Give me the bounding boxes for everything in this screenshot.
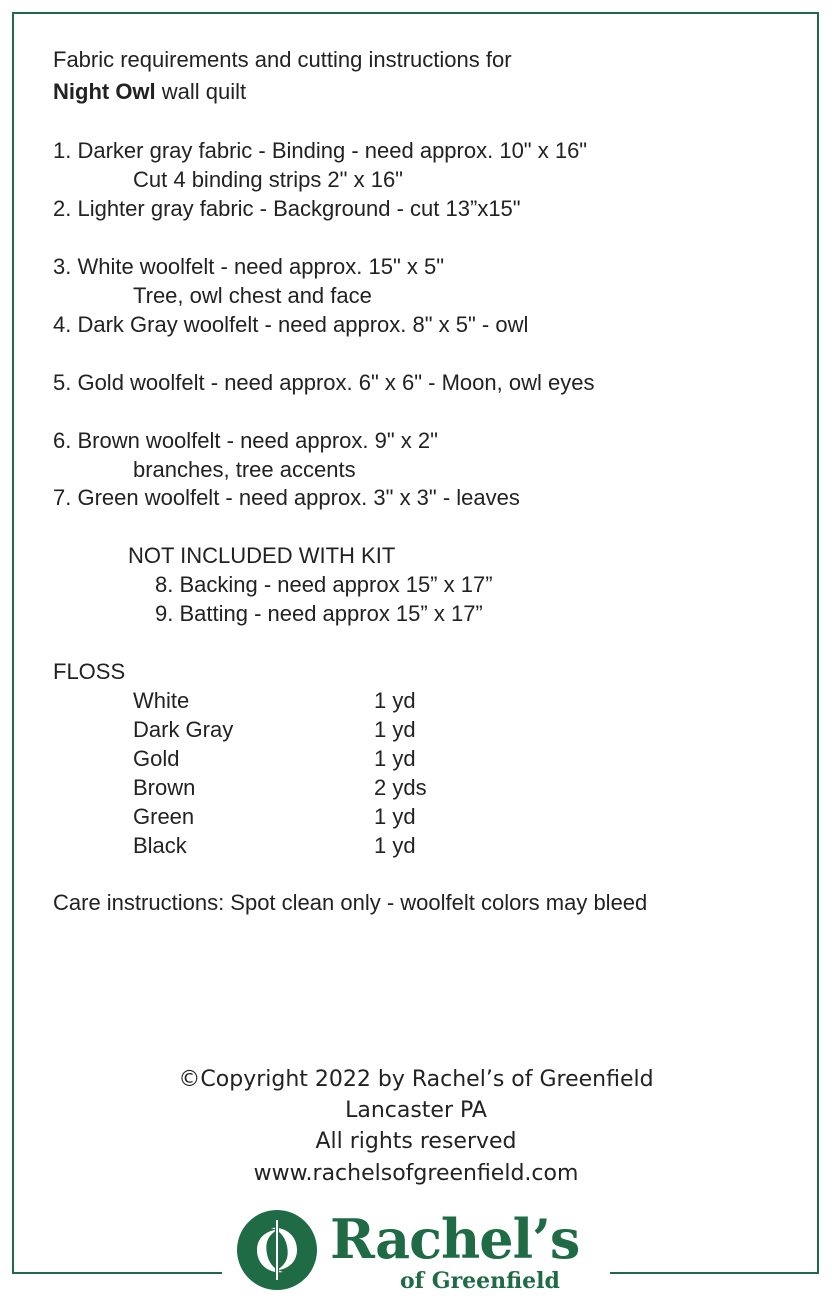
brand-logo — [237, 1207, 580, 1300]
not-included-item: 9. Batting - need approx 15” x 17” — [155, 601, 483, 626]
copyright: ©Copyright 2022 by Rachel’s of Greenfield — [178, 1067, 654, 1092]
floss-amount: 1 yd — [374, 688, 416, 713]
floss-color: White — [133, 688, 190, 713]
floss-amount: 2 yds — [374, 775, 427, 800]
not-included-item: 8. Backing - need approx 15” x 17” — [155, 572, 493, 597]
floss-color: Black — [133, 833, 187, 858]
page-title: Fabric requirements and cutting instructions for — [53, 47, 512, 72]
floss-color: Brown — [133, 775, 196, 800]
border-top — [12, 12, 819, 14]
list-item: 2. Lighter gray fabric - Background - cut 13”x15" — [53, 196, 521, 221]
care-instructions: Care instructions: Spot clean only - woolfelt colors may bleed — [53, 890, 648, 915]
logo-subtitle: of Greenfield — [400, 1268, 560, 1294]
quilt-name: Night Owl — [53, 79, 156, 104]
border-bottom-right — [610, 1272, 819, 1274]
list-item: 5. Gold woolfelt - need approx. 6" x 6" - Moon, owl eyes — [53, 370, 595, 395]
not-included-heading: NOT INCLUDED WITH KIT — [128, 543, 396, 568]
floss-amount: 1 yd — [374, 804, 416, 829]
quilt-type: wall quilt — [155, 79, 247, 104]
website: www.rachelsofgreenfield.com — [253, 1161, 579, 1186]
location: Lancaster PA — [345, 1098, 487, 1123]
needle-thread-icon — [237, 1210, 317, 1290]
list-item: 4. Dark Gray woolfelt - need approx. 8" x 5" - owl — [53, 312, 529, 337]
list-item: 6. Brown woolfelt - need approx. 9" x 2" — [53, 428, 438, 453]
list-item-detail: Cut 4 binding strips 2" x 16" — [133, 167, 403, 192]
list-item-detail: branches, tree accents — [133, 457, 356, 482]
border-bottom-left — [12, 1272, 222, 1274]
floss-heading: FLOSS — [53, 659, 126, 684]
list-item: 3. White woolfelt - need approx. 15" x 5" — [53, 254, 445, 279]
floss-color: Green — [133, 804, 195, 829]
logo-name: Rachel’s — [330, 1207, 580, 1271]
page-subtitle — [53, 79, 246, 105]
floss-amount: 1 yd — [374, 746, 416, 771]
floss-color: Gold — [133, 746, 180, 771]
floss-amount: 1 yd — [374, 717, 416, 742]
floss-color: Dark Gray — [133, 717, 234, 742]
list-item: 7. Green woolfelt - need approx. 3" x 3" - leaves — [53, 485, 520, 510]
list-item: 1. Darker gray fabric - Binding - need approx. 10" x 16" — [53, 138, 588, 163]
floss-amount: 1 yd — [374, 833, 416, 858]
rights: All rights reserved — [315, 1129, 517, 1154]
list-item-detail: Tree, owl chest and face — [133, 283, 372, 308]
